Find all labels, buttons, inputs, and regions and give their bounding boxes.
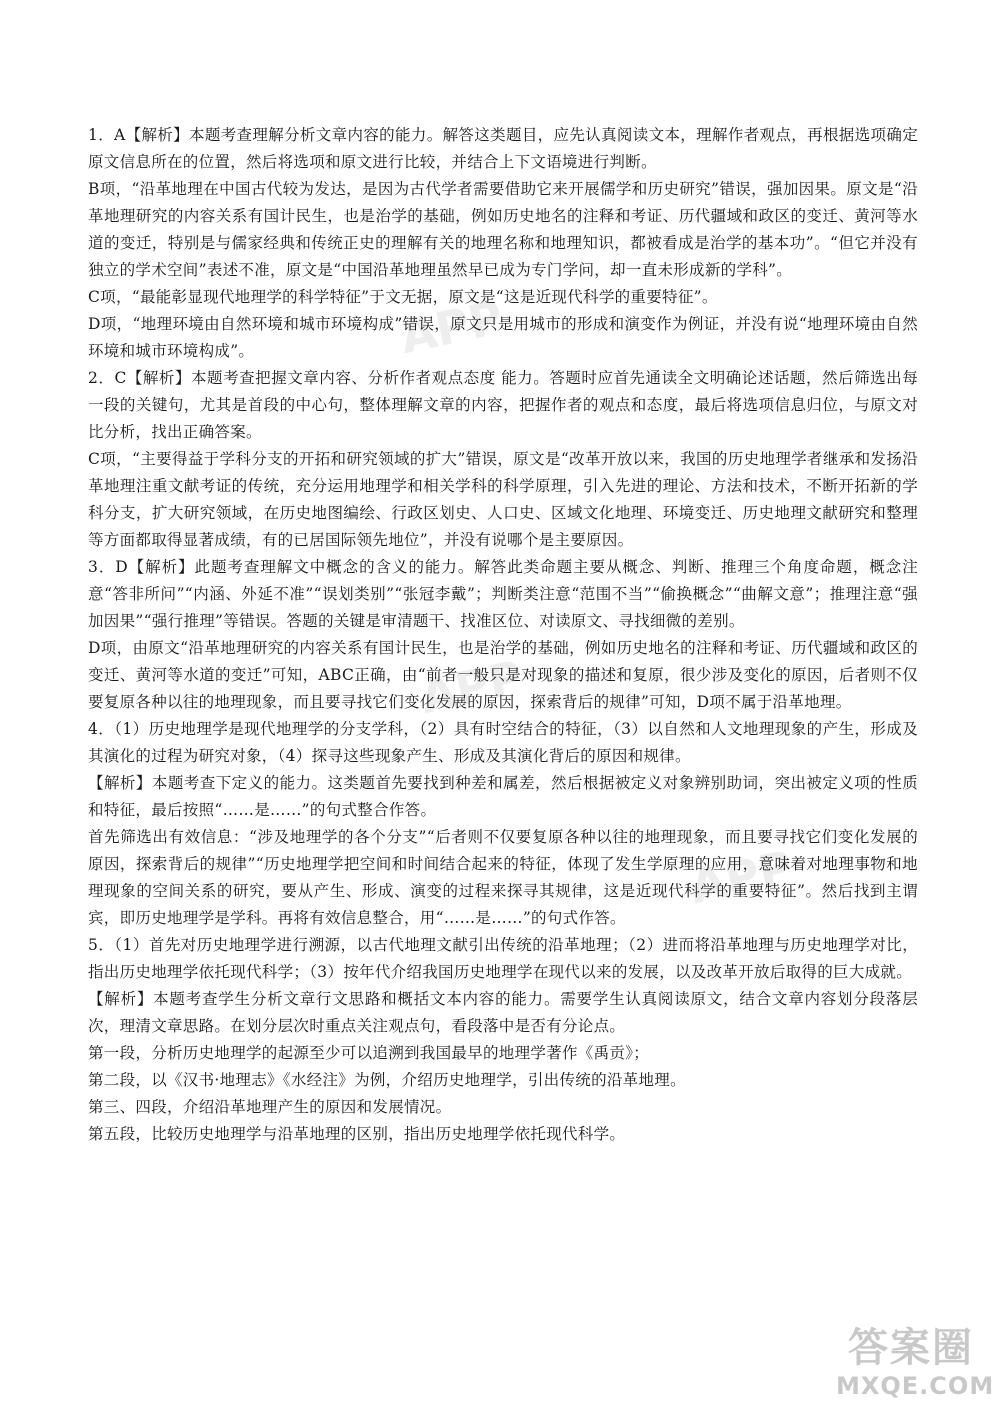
answer-5-paragraph-1: 第一段，分析历史地理学的起源至少可以追溯到我国最早的地理学著作《禹贡》； — [88, 1044, 650, 1062]
logo-bottom-text: MXQE.COM — [836, 1372, 995, 1400]
answer-2-option-c: C项，“主要得益于学科分支的开拓和研究领域的扩大”错误，原文是“改革开放以来，我国的历史地理学者继承和发扬沿革地理注重文献考证的传统，充分运用地理学和相关学科的科学原理，引入先进的理论、方法和技术，不断开拓新的学科分支，扩大研究领域，在历史地图编绘、行政区划史、人口史、区域文化地理、环境变迁、历史地理文献研究和整理等方面都取得显著成绩，有的已居国际领先地位”，并没有说哪个是主要原因。 — [88, 450, 918, 549]
answer-1-analysis: 1．A【解析】本题考查理解分析文章内容的能力。解答这类题目，应先认真阅读文本，理解作者观点，再根据选项确定原文信息所在的位置，然后将选项和原文进行比较，并结合上下文语境进行判断。 — [88, 126, 918, 171]
answer-3-analysis: 3．D【解析】此题考查理解文中概念的含义的能力。解答此类命题主要从概念、判断、推理三个角度命题，概念注意“答非所问”“内涵、外延不准”“误划类别”“张冠李戴”；判断类注意“范围不当”“偷换概念”“曲解文意”；推理注意“强加因果”“强行推理”等错误。答题的关键是审清题干、找准区位、对读原文、寻找细微的差别。 — [88, 558, 918, 630]
watermark-1: APP — [395, 289, 508, 365]
site-logo — [836, 1324, 995, 1406]
answer-5-analysis: 【解析】本题考查学生分析文章行文思路和概括文本内容的能力。需要学生认真阅读原文，结合文章内容划分段落层次，理清文章思路。在划分层次时重点关注观点句，看段落中是否有分论点。 — [88, 990, 918, 1035]
logo-top-text: 答案圈 — [848, 1325, 974, 1371]
answer-1-option-d: D项，“地理环境由自然环境和城市环境构成”错误，原文只是用城市的形成和演变作为例证，并没有说“地理环境由自然环境和城市环境构成”。 — [88, 315, 918, 360]
answer-4-analysis-detail: 首先筛选出有效信息：“涉及地理学的各个分支”“后者则不仅要复原各种以往的地理现象，而且要寻找它们变化发展的原因，探索背后的规律”“历史地理学把空间和时间结合起来的特征，体现了发生学原理的应用，意味着对地理事物和地理现象的空间关系的研究，要从产生、形成、演变的过程来探寻其规律，这是近现代科学的重要特征”。然后找到主谓宾，即历史地理学是学科。再将有效信息整合，用“……是……”的句式作答。 — [88, 828, 918, 927]
watermark-2: APP — [415, 649, 528, 725]
answer-5-paragraph-5: 第五段，比较历史地理学与沿革地理的区别，指出历史地理学依托现代科学。 — [88, 1125, 626, 1143]
answer-1-option-c: C项，“最能彰显现代地理学的科学特征”于文无据，原文是“这是近现代科学的重要特征”。 — [88, 288, 718, 306]
document-body — [88, 122, 918, 1148]
answer-4: 4．（1）历史地理学是现代地理学的分支学科，（2）具有时空结合的特征，（3）以自然和人文地理现象的产生，形成及其演化的过程为研究对象，（4）探寻这些现象产生、形成及其演化背后的原因和规律。 — [88, 720, 918, 765]
answer-4-analysis: 【解析】本题考查下定义的能力。这类题首先要找到种差和属差，然后根据被定义对象辨别助词，突出被定义项的性质和特征，最后按照“……是……”的句式整合作答。 — [88, 774, 918, 819]
answer-5-paragraph-2: 第二段，以《汉书·地理志》《水经注》为例，介绍历史地理学，引出传统的沿革地理。 — [88, 1071, 686, 1089]
watermark-3: APP — [685, 839, 798, 915]
answer-2-analysis: 2．C【解析】本题考查把握文章内容、分析作者观点态度 能力。答题时应首先通读全文明确论述话题，然后筛选出每一段的关键句，尤其是首段的中心句，整体理解文章的内容，把握作者的观点和态度，最后将选项信息归位，与原文对比分析，找出正确答案。 — [88, 369, 918, 441]
answer-1-option-b: B项，“沿革地理在中国古代较为发达，是因为古代学者需要借助它来开展儒学和历史研究”错误，强加因果。原文是“沿革地理研究的内容关系有国计民生，也是治学的基础，例如历史地名的注释和考证、历代疆域和政区的变迁、黄河等水道的变迁，特别是与儒家经典和传统正史的理解有关的地理名称和地理知识，都被看成是治学的基本功”。“但它并没有独立的学术空间”表述不准，原文是“中国沿革地理虽然早已成为专门学问，却一直未形成新的学科”。 — [88, 180, 918, 279]
answer-5-paragraph-3-4: 第三、四段，介绍沿革地理产生的原因和发展情况。 — [88, 1098, 452, 1116]
answer-3-option-d: D项，由原文“沿革地理研究的内容关系有国计民生，也是治学的基础，例如历史地名的注释和考证、历代疆域和政区的变迁、黄河等水道的变迁”可知，ABC正确，由“前者一般只是对现象的描述和复原，很少涉及变化的原因，后者则不仅要复原各种以往的地理现象，而且要寻找它们变化发展的原因，探索背后的规律”可知，D项不属于沿革地理。 — [88, 639, 918, 711]
answer-5: 5．（1）首先对历史地理学进行溯源，以古代地理文献引出传统的沿革地理；（2）进而将沿革地理与历史地理学对比，指出历史地理学依托现代科学；（3）按年代介绍我国历史地理学在现代以来的发展，以及改革开放后取得的巨大成就。 — [88, 936, 918, 981]
